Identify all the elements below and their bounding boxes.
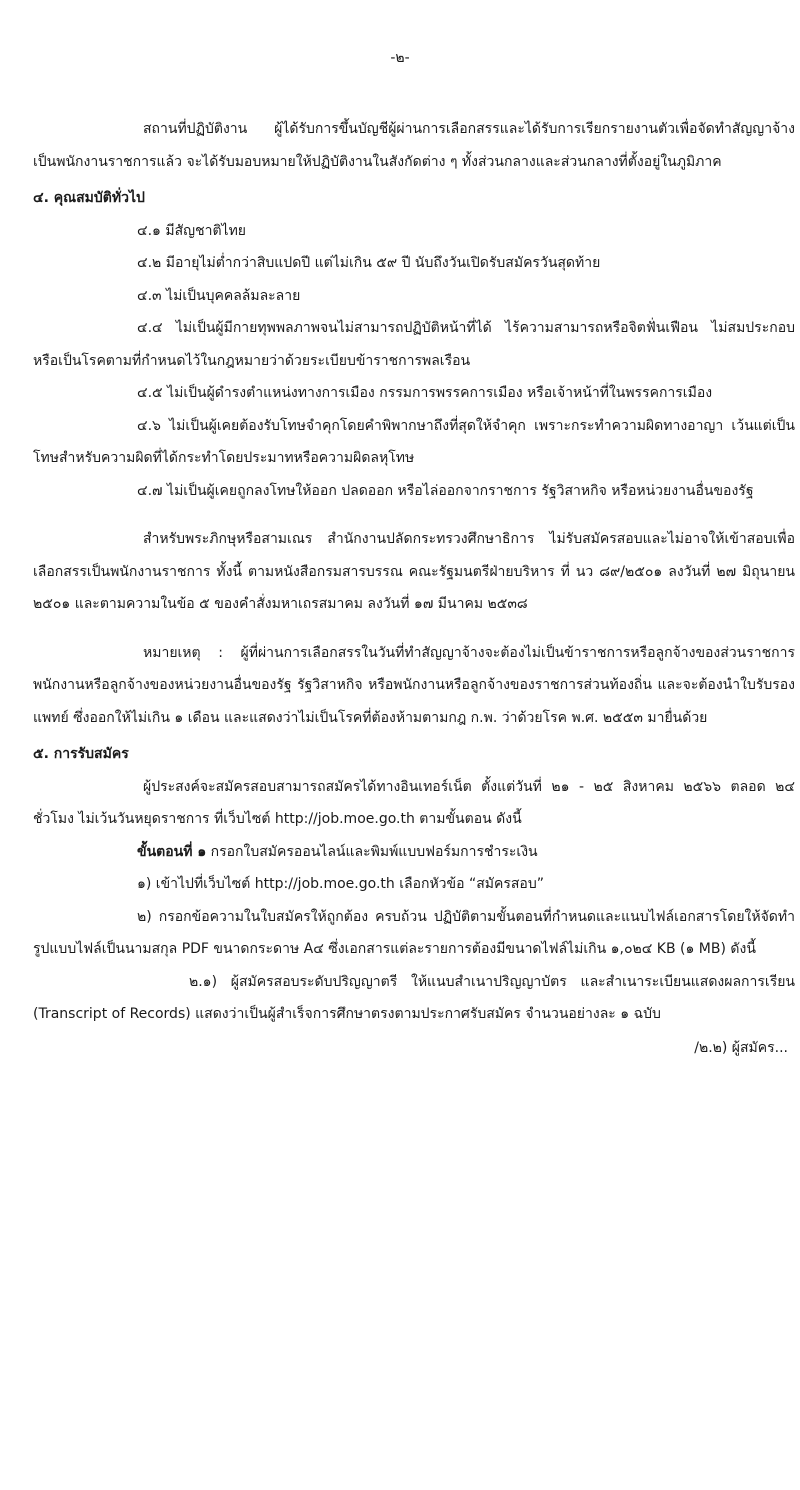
section-5-heading: ๕. การรับสมัคร: [33, 746, 129, 762]
intro-paragraph: สถานที่ปฏิบัติงาน ผู้ได้รับการขึ้นบัญชีผู้ผ่านการเลือกสรรและได้รับการเรียกรายงานตัวเพื่อจัดทำสัญญาจ้างเป็นพนักงานราชการแล้ว จะได้รับมอบหมายให้ปฏิบัติงานในสังกัดต่าง ๆ ทั้งส่วนกลางและส่วนกลางที่ตั้งอยู่ในภูมิภาค: [33, 121, 795, 170]
step-1-sub-1: ๑) เข้าไปที่เว็บไซต์ http://job.moe.go.th เลือกหัวข้อ “สมัครสอบ”: [137, 876, 544, 892]
monk-note: สำหรับพระภิกษุหรือสามเณร สำนักงานปลัดกระทรวงศึกษาธิการ ไม่รับสมัครสอบและไม่อาจให้เข้าสอบเพื่อเลือกสรรเป็นพนักงานราชการ ทั้งนี้ ตามหนังสือกรมสารบรรณ คณะรัฐมนตรีฝ่ายบริหาร ที่ นว ๘๙/๒๕๐๑ ลงวันที่ ๒๗ มิถุนายน ๒๕๐๑ และตามความในข้อ ๕ ของคำสั่งมหาเถรสมาคม ลงวันที่ ๑๗ มีนาคม ๒๕๓๘: [33, 531, 795, 612]
remark-note: หมายเหตุ : ผู้ที่ผ่านการเลือกสรรในวันที่ทำสัญญาจ้างจะต้องไม่เป็นข้าราชการหรือลูกจ้างของส่วนราชการ พนักงานหรือลูกจ้างของหน่วยงานอื่นของรัฐ รัฐวิสาหกิจ หรือพนักงานหรือลูกจ้างของราชการส่วนท้องถิ่น และจะต้องนำใบรับรองแพทย์ ซึ่งออกให้ไม่เกิน ๑ เดือน และแสดงว่าไม่เป็นโรคที่ต้องห้ามตามกฎ ก.พ. ว่าด้วยโรค พ.ศ. ๒๕๕๓ มายื่นด้วย: [33, 644, 795, 726]
step-1-label: ขั้นตอนที่ ๑: [137, 843, 207, 860]
item-4-6: ๔.๖ ไม่เป็นผู้เคยต้องรับโทษจำคุกโดยคำพิพากษาถึงที่สุดให้จำคุก เพราะกระทำความผิดทางอาญา เว้นแต่เป็นโทษสำหรับความผิดที่ได้กระทำโดยประมาทหรือความผิดลหุโทษ: [33, 417, 795, 466]
page-number: -๒-: [390, 50, 410, 66]
application-intro: ผู้ประสงค์จะสมัครสอบสามารถสมัครได้ทางอินเทอร์เน็ต ตั้งแต่วันที่ ๒๑ - ๒๕ สิงหาคม ๒๕๖๖ ตลอด ๒๔ ชั่วโมง ไม่เว้นวันหยุดราชการ ที่เว็บไซต์ http://job.moe.go.th ตามขั้นตอน ดังนี้: [33, 778, 795, 827]
step-1-sub-2-1: ๒.๑) ผู้สมัครสอบระดับปริญญาตรี ให้แนบสำเนาปริญญาบัตร และสำเนาระเบียนแสดงผลการเรียน (Transcript of Records) แสดงว่าเป็นผู้สำเร็จการศึกษาตรงตามประกาศรับสมัคร จำนวนอย่างละ ๑ ฉบับ: [33, 973, 795, 1022]
item-4-4: ๔.๔ ไม่เป็นผู้มีกายทุพพลภาพจนไม่สามารถปฏิบัติหน้าที่ได้ ไร้ความสามารถหรือจิตฟั่นเฟือน ไม่สมประกอบ หรือเป็นโรคตามที่กำหนดไว้ในกฎหมายว่าด้วยระเบียบข้าราชการพลเรือน: [33, 320, 795, 369]
spacer: [33, 621, 795, 637]
item-4-1: ๔.๑ มีสัญชาติไทย: [137, 222, 247, 239]
continuation-marker: /๒.๒) ผู้สมัคร...: [694, 1040, 788, 1056]
step-1-text: กรอกใบสมัครออนไลน์และพิมพ์แบบฟอร์มการชำระเงิน: [210, 843, 538, 860]
section-4-heading: ๔. คุณสมบัติทั่วไป: [33, 190, 145, 206]
item-4-5: ๔.๕ ไม่เป็นผู้ดำรงตำแหน่งทางการเมือง กรรมการพรรคการเมือง หรือเจ้าหน้าที่ในพรรคการเมือง: [137, 385, 713, 401]
step-1: [33, 836, 795, 869]
spacer: [33, 507, 795, 523]
item-4-7: ๔.๗ ไม่เป็นผู้เคยถูกลงโทษให้ออก ปลดออก หรือไล่ออกจากราชการ รัฐวิสาหกิจ หรือหน่วยงานอื่นของรัฐ: [137, 482, 754, 499]
document-body: [33, 113, 795, 1031]
item-4-3: ๔.๓ ไม่เป็นบุคคลล้มละลาย: [137, 287, 301, 304]
item-4-2: ๔.๒ มีอายุไม่ต่ำกว่าสิบแปดปี แต่ไม่เกิน ๕๙ ปี นับถึงวันเปิดรับสมัครวันสุดท้าย: [137, 255, 601, 271]
step-1-sub-2: ๒) กรอกข้อความในใบสมัครให้ถูกต้อง ครบถ้วน ปฏิบัติตามขั้นตอนที่กำหนดและแนบไฟล์เอกสารโดยให้จัดทำรูปแบบไฟล์เป็นนามสกุล PDF ขนาดกระดาษ A๔ ซึ่งเอกสารแต่ละรายการต้องมีขนาดไฟล์ไม่เกิน ๑,๐๒๔ KB (๑ MB) ดังนี้: [33, 908, 795, 957]
